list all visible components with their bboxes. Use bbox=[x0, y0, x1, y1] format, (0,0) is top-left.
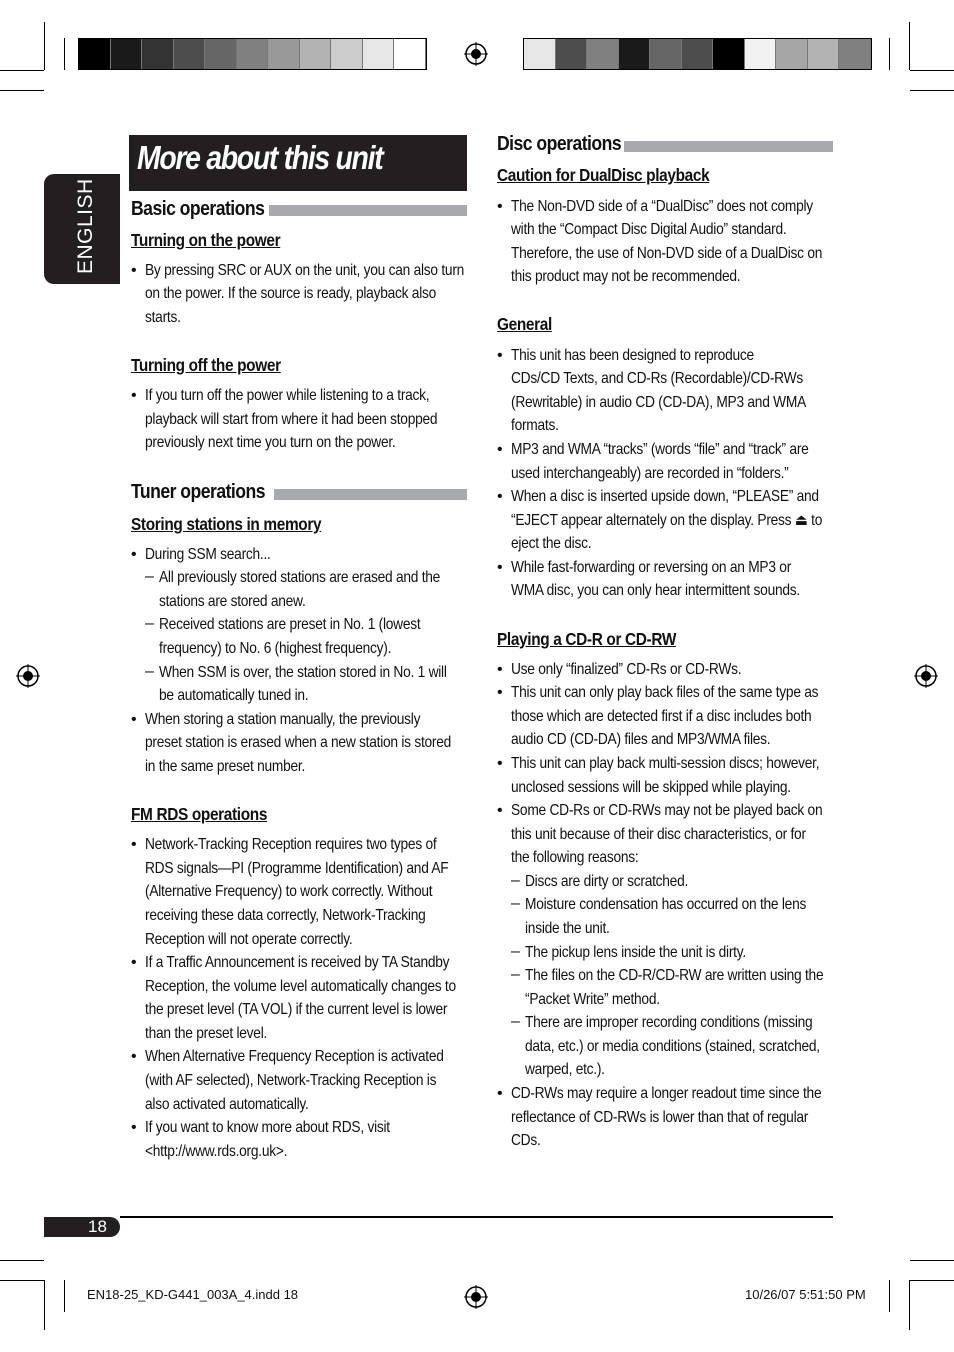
body-line: (Rewritable) in audio CD (CD-DA), MP3 and WMA bbox=[511, 394, 807, 411]
body-line: Discs are dirty or scratched. bbox=[525, 873, 689, 890]
body-line: The Non-DVD side of a “DualDisc” does not comply bbox=[511, 198, 813, 215]
page-number: 18 bbox=[88, 1217, 107, 1236]
registration-mark-icon bbox=[464, 1285, 488, 1309]
bullet: • bbox=[497, 684, 503, 701]
color-swatch bbox=[174, 39, 206, 69]
body-line: be automatically tuned in. bbox=[159, 687, 309, 704]
color-swatch bbox=[713, 39, 745, 69]
body-line: Some CD-Rs or CD-RWs may not be played back on bbox=[511, 802, 823, 819]
body-line: data, etc.) or media conditions (stained, scratched, bbox=[525, 1038, 820, 1055]
body-line: MP3 and WMA “tracks” (words “file” and “track” are bbox=[511, 441, 809, 458]
body-line: There are improper recording conditions (missing bbox=[525, 1014, 813, 1031]
body-line: playback will start from where it had been stopped bbox=[145, 411, 438, 428]
page-title: More about this unit bbox=[137, 139, 383, 176]
body-line: CD-RWs may require a longer readout time since the bbox=[511, 1085, 822, 1102]
body-line: on the power. If the source is ready, playback also bbox=[145, 285, 437, 302]
body-line: When SSM is over, the station stored in No. 1 will bbox=[159, 664, 447, 681]
crop-mark bbox=[910, 1280, 954, 1281]
body-line: with the “Compact Disc Digital Audio” standard. bbox=[511, 221, 787, 238]
crop-mark bbox=[0, 1280, 44, 1281]
color-swatch bbox=[111, 39, 143, 69]
body-line: previously next time you turn on the power. bbox=[145, 434, 396, 451]
body-line: formats. bbox=[511, 417, 559, 434]
footer-timestamp: 10/26/07 5:51:50 PM bbox=[745, 1287, 866, 1302]
body-line: stations are stored anew. bbox=[159, 593, 306, 610]
bullet: • bbox=[497, 347, 503, 364]
body-line: During SSM search... bbox=[145, 546, 271, 563]
body-line: Therefore, the use of Non-DVD side of a DualDisc on bbox=[511, 245, 823, 262]
body-line: also activated automatically. bbox=[145, 1096, 309, 1113]
language-tab bbox=[44, 174, 120, 284]
body-line: The files on the CD-R/CD-RW are written using the bbox=[525, 967, 824, 984]
color-swatch bbox=[268, 39, 300, 69]
body-line: The pickup lens inside the unit is dirty. bbox=[525, 944, 746, 961]
right-color-bar bbox=[523, 38, 872, 70]
dash: – bbox=[511, 943, 520, 960]
color-swatch bbox=[745, 39, 777, 69]
body-line: the preset level (TA VOL) if the current level is lower bbox=[145, 1001, 448, 1018]
bullet: • bbox=[131, 387, 137, 404]
body-line: <http://www.rds.org.uk>. bbox=[145, 1143, 288, 1160]
bullet: • bbox=[131, 1119, 137, 1136]
body-line: frequency) to No. 6 (highest frequency). bbox=[159, 640, 392, 657]
color-swatch bbox=[331, 39, 363, 69]
crop-mark bbox=[64, 1280, 65, 1312]
body-line: Moisture condensation has occurred on the lens bbox=[525, 896, 807, 913]
body-line: the following reasons: bbox=[511, 849, 639, 866]
body-line: Received stations are preset in No. 1 (lowest bbox=[159, 616, 421, 633]
color-swatch bbox=[524, 39, 556, 69]
body-line: than the preset level. bbox=[145, 1025, 268, 1042]
dash: – bbox=[145, 615, 154, 632]
crop-mark bbox=[44, 1280, 45, 1330]
color-swatch bbox=[79, 39, 111, 69]
section-heading: Basic operations bbox=[131, 198, 265, 220]
color-swatch bbox=[142, 39, 174, 69]
body-line: unclosed sessions will be skipped while playing. bbox=[511, 779, 791, 796]
subsection-heading: FM RDS operations bbox=[131, 804, 268, 824]
body-line: receiving these data correctly, Network-Tracking bbox=[145, 907, 426, 924]
body-line: All previously stored stations are erased and the bbox=[159, 569, 441, 586]
registration-mark-icon bbox=[464, 42, 488, 66]
bullet: • bbox=[131, 546, 137, 563]
bullet: • bbox=[497, 802, 503, 819]
body-line: preset station is erased when a new station is stored bbox=[145, 734, 452, 751]
body-line: Network-Tracking Reception requires two types of bbox=[145, 836, 437, 853]
subsection-heading: Turning off the power bbox=[131, 355, 281, 375]
registration-mark-icon bbox=[16, 664, 40, 688]
color-swatch bbox=[556, 39, 588, 69]
bullet: • bbox=[497, 198, 503, 215]
color-swatch bbox=[682, 39, 714, 69]
section-heading: Disc operations bbox=[497, 133, 622, 155]
body-line: inside the unit. bbox=[525, 920, 610, 937]
crop-mark bbox=[0, 1260, 44, 1261]
heading-rule bbox=[269, 205, 467, 216]
crop-mark bbox=[44, 22, 45, 70]
body-line: If a Traffic Announcement is received by TA Standby bbox=[145, 954, 450, 971]
page-title-box bbox=[129, 135, 467, 191]
body-line: This unit can only play back files of the same type as bbox=[511, 684, 819, 701]
body-line: While fast-forwarding or reversing on an MP3 or bbox=[511, 559, 792, 576]
crop-mark bbox=[889, 1280, 890, 1312]
body-line: If you turn off the power while listening to a track, bbox=[145, 387, 430, 404]
body-line: those which are detected first if a disc includes both bbox=[511, 708, 812, 725]
subsection-heading: Storing stations in memory bbox=[131, 514, 322, 534]
bullet: • bbox=[131, 836, 137, 853]
registration-mark-icon bbox=[914, 664, 938, 688]
crop-mark bbox=[910, 1260, 954, 1261]
color-swatch bbox=[587, 39, 619, 69]
body-line: (Alternative Frequency) to work correctly. Without bbox=[145, 883, 433, 900]
color-swatch bbox=[808, 39, 840, 69]
body-line: By pressing SRC or AUX on the unit, you can also turn bbox=[145, 262, 465, 279]
body-line: When a disc is inserted upside down, “PLEASE” and bbox=[511, 488, 819, 505]
bullet: • bbox=[497, 488, 503, 505]
color-swatch bbox=[237, 39, 269, 69]
body-line: this product may not be recommended. bbox=[511, 268, 741, 285]
dash: – bbox=[511, 1013, 520, 1030]
bullet: • bbox=[131, 1048, 137, 1065]
bullet: • bbox=[131, 711, 137, 728]
dash: – bbox=[511, 966, 520, 983]
crop-mark bbox=[0, 70, 44, 71]
subsection-heading: General bbox=[497, 314, 552, 334]
language-tab-label: ENGLISH bbox=[74, 178, 97, 274]
heading-rule bbox=[624, 141, 833, 152]
crop-mark bbox=[909, 22, 910, 70]
crop-mark bbox=[910, 70, 954, 71]
footer-file-info: EN18-25_KD-G441_003A_4.indd 18 bbox=[87, 1287, 299, 1302]
dash: – bbox=[511, 895, 520, 912]
bullet: • bbox=[497, 441, 503, 458]
body-line: Reception will not operate correctly. bbox=[145, 931, 353, 948]
color-swatch bbox=[300, 39, 332, 69]
body-line: Use only “finalized” CD-Rs or CD-RWs. bbox=[511, 661, 742, 678]
color-swatch bbox=[394, 39, 426, 69]
dash: – bbox=[511, 872, 520, 889]
color-swatch bbox=[776, 39, 808, 69]
bullet: • bbox=[131, 954, 137, 971]
color-swatch bbox=[650, 39, 682, 69]
color-swatch bbox=[839, 39, 871, 69]
body-line: This unit has been designed to reproduce bbox=[511, 347, 754, 364]
subsection-heading: Turning on the power bbox=[131, 230, 281, 250]
body-line: warped, etc.). bbox=[525, 1061, 605, 1078]
left-color-bar bbox=[78, 38, 427, 70]
body-line: “EJECT appear alternately on the display. Press ⏏ to bbox=[511, 512, 823, 529]
body-line: CDs/CD Texts, and CD-Rs (Recordable)/CD-RWs bbox=[511, 370, 803, 387]
bullet: • bbox=[497, 755, 503, 772]
crop-mark bbox=[889, 38, 890, 70]
body-line: This unit can play back multi-session discs; however, bbox=[511, 755, 820, 772]
body-line: If you want to know more about RDS, visit bbox=[145, 1119, 390, 1136]
bullet: • bbox=[131, 262, 137, 279]
body-line: Reception, the volume level automatically changes to bbox=[145, 978, 456, 995]
body-line: “Packet Write” method. bbox=[525, 991, 660, 1008]
color-swatch bbox=[205, 39, 237, 69]
body-line: (with AF selected), Network-Tracking Reception is bbox=[145, 1072, 437, 1089]
footer-rule bbox=[120, 1216, 833, 1218]
body-line: CDs. bbox=[511, 1132, 541, 1149]
body-line: starts. bbox=[145, 309, 181, 326]
body-line: eject the disc. bbox=[511, 535, 592, 552]
section-heading: Tuner operations bbox=[131, 481, 265, 503]
page-number-tab bbox=[44, 1217, 120, 1237]
body-line: used interchangeably) are recorded in “folders.” bbox=[511, 465, 789, 482]
dash: – bbox=[145, 568, 154, 585]
subsection-heading: Playing a CD-R or CD-RW bbox=[497, 629, 677, 649]
crop-mark bbox=[0, 90, 44, 91]
body-line: reflectance of CD-RWs is lower than that of regular bbox=[511, 1109, 809, 1126]
bullet: • bbox=[497, 661, 503, 678]
body-line: this unit because of their disc characteristics, or for bbox=[511, 826, 806, 843]
subsection-heading: Caution for DualDisc playback bbox=[497, 165, 710, 185]
crop-mark bbox=[910, 90, 954, 91]
body-line: When storing a station manually, the previously bbox=[145, 711, 421, 728]
color-swatch bbox=[619, 39, 651, 69]
dash: – bbox=[145, 663, 154, 680]
crop-mark bbox=[64, 38, 65, 70]
color-swatch bbox=[363, 39, 395, 69]
body-line: When Alternative Frequency Reception is activated bbox=[145, 1048, 444, 1065]
body-line: RDS signals—PI (Programme Identification) and AF bbox=[145, 860, 449, 877]
bullet: • bbox=[497, 559, 503, 576]
body-line: WMA disc, you can only hear intermittent sounds. bbox=[511, 582, 800, 599]
heading-rule bbox=[274, 489, 467, 500]
body-line: audio CD (CD-DA) files and MP3/WMA files. bbox=[511, 731, 771, 748]
bullet: • bbox=[497, 1085, 503, 1102]
body-line: in the same preset number. bbox=[145, 758, 306, 775]
crop-mark bbox=[909, 1280, 910, 1330]
